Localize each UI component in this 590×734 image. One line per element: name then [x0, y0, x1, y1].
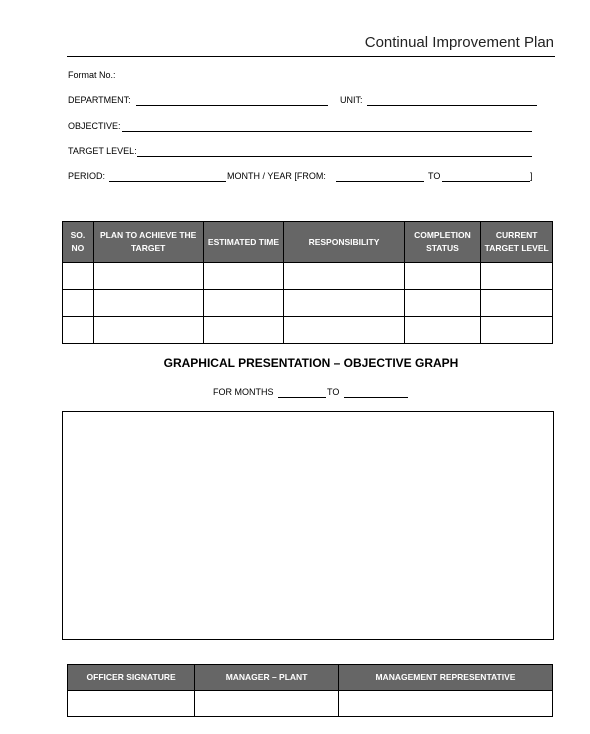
column-header-completion-status: COMPLETION STATUS [404, 222, 481, 263]
column-header-estimated-time: ESTIMATED TIME [203, 222, 284, 263]
target-level-label: TARGET LEVEL: [68, 146, 137, 156]
table-cell[interactable] [203, 290, 284, 317]
for-months-from-field[interactable] [278, 397, 326, 398]
table-row [63, 290, 553, 317]
officer-signature-cell[interactable] [68, 691, 195, 717]
unit-label: UNIT: [340, 95, 363, 105]
table-cell[interactable] [481, 290, 553, 317]
table-cell[interactable] [404, 290, 481, 317]
column-header-current-target-level: CURRENT TARGET LEVEL [481, 222, 553, 263]
department-label: DEPARTMENT: [68, 95, 131, 105]
table-cell[interactable] [63, 290, 94, 317]
objective-graph-area[interactable] [62, 411, 554, 640]
table-cell[interactable] [203, 263, 284, 290]
title-divider [67, 56, 555, 57]
unit-field[interactable] [367, 105, 537, 106]
month-year-from-label: MONTH / YEAR [FROM: [227, 171, 326, 181]
for-months-label: FOR MONTHS [213, 387, 274, 397]
table-row [63, 317, 553, 344]
table-cell[interactable] [63, 317, 94, 344]
column-header-officer-signature: OFFICER SIGNATURE [68, 665, 195, 691]
table-cell[interactable] [93, 317, 203, 344]
for-months-to-label: TO [327, 387, 340, 397]
table-cell[interactable] [404, 317, 481, 344]
graph-section-title: GRAPHICAL PRESENTATION – OBJECTIVE GRAPH [163, 356, 459, 370]
column-header-responsibility: RESPONSIBILITY [284, 222, 404, 263]
objective-field[interactable] [122, 131, 532, 132]
signature-table [67, 664, 553, 717]
for-months-to-field[interactable] [344, 397, 408, 398]
close-bracket: ] [530, 171, 533, 181]
table-cell[interactable] [284, 317, 404, 344]
table-cell[interactable] [481, 317, 553, 344]
column-header-management-representative: MANAGEMENT REPRESENTATIVE [338, 665, 552, 691]
table-cell[interactable] [404, 263, 481, 290]
manager-plant-cell[interactable] [195, 691, 339, 717]
table-row [68, 691, 553, 717]
table-cell[interactable] [284, 290, 404, 317]
department-field[interactable] [136, 105, 328, 106]
table-cell[interactable] [63, 263, 94, 290]
format-no-label: Format No.: [68, 70, 116, 80]
table-cell[interactable] [93, 290, 203, 317]
table-cell[interactable] [203, 317, 284, 344]
table-cell[interactable] [284, 263, 404, 290]
period-label: PERIOD: [68, 171, 106, 181]
target-level-field[interactable] [137, 156, 532, 157]
column-header-plan: PLAN TO ACHIEVE THE TARGET [93, 222, 203, 263]
table-row [63, 263, 553, 290]
to-label: TO [428, 171, 441, 181]
column-header-so-no: SO. NO [63, 222, 94, 263]
table-cell[interactable] [481, 263, 553, 290]
management-representative-cell[interactable] [338, 691, 552, 717]
objective-label: OBJECTIVE: [68, 121, 121, 131]
plan-table [62, 221, 553, 344]
period-field[interactable] [109, 181, 226, 182]
to-field[interactable] [442, 181, 530, 182]
from-field[interactable] [336, 181, 424, 182]
column-header-manager-plant: MANAGER – PLANT [195, 665, 339, 691]
document-title: Continual Improvement Plan [364, 34, 554, 51]
table-cell[interactable] [93, 263, 203, 290]
